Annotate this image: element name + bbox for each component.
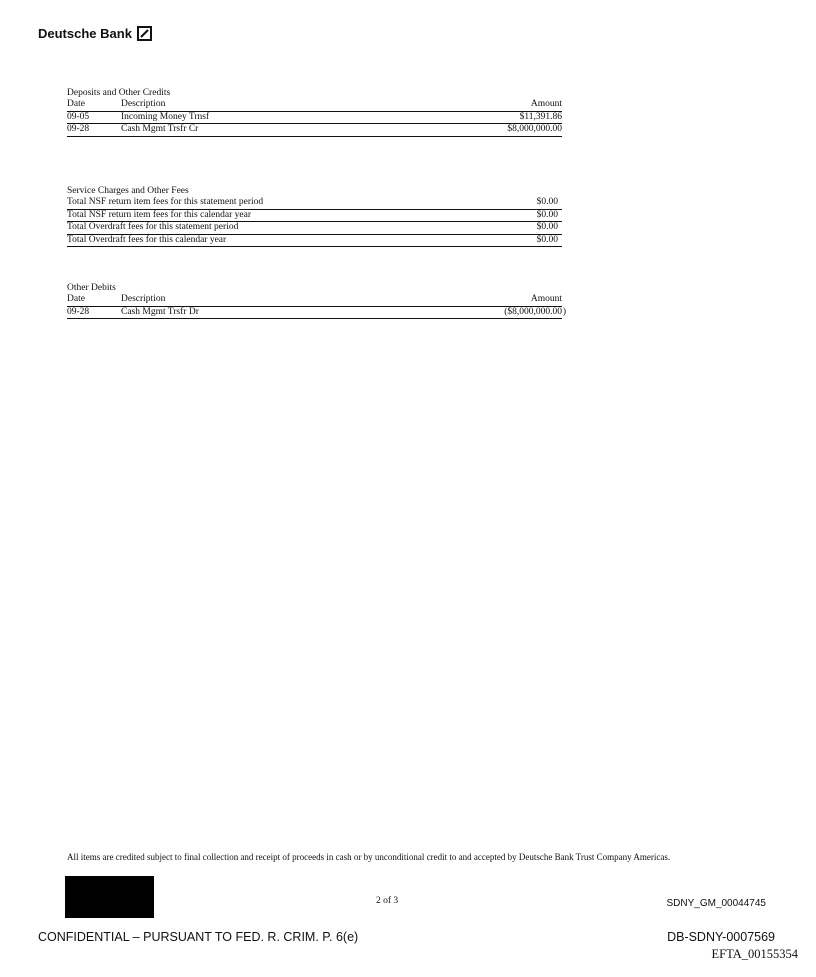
fee-row [67, 197, 562, 210]
logo-text: Deutsche Bank [38, 26, 132, 41]
fee-label: Total NSF return item fees for this calendar year [67, 209, 251, 220]
fee-label: Total NSF return item fees for this statement period [67, 197, 264, 207]
row-amount: $11,391.86 [519, 111, 562, 122]
redaction-block [65, 876, 154, 918]
amount-close-paren: ) [562, 306, 566, 317]
column-description: Description [121, 99, 166, 109]
fee-label: Total Overdraft fees for this statement period [67, 222, 239, 232]
row-date: 09-05 [67, 111, 90, 122]
column-amount: Amount [530, 294, 562, 304]
fee-amount: $0.00 [536, 209, 558, 220]
fee-label: Total Overdraft fees for this calendar year [67, 234, 227, 245]
row-description: Incoming Money Trnsf [121, 111, 210, 122]
section-title: Deposits and Other Credits [67, 88, 171, 98]
page-number: 2 of 3 [376, 896, 399, 906]
column-date: Date [67, 99, 85, 109]
deposits-section [67, 87, 562, 137]
fees-section [67, 185, 562, 247]
bates-number: SDNY_GM_00044745 [666, 898, 766, 909]
fee-amount: $0.00 [536, 197, 558, 207]
row-date: 09-28 [67, 124, 90, 134]
table-row [67, 112, 562, 125]
fee-row [67, 235, 562, 248]
db-bates-number: DB-SDNY-0007569 [667, 930, 775, 944]
fee-row [67, 210, 562, 223]
row-description: Cash Mgmt Trsfr Cr [121, 124, 199, 134]
fee-amount: $0.00 [536, 222, 558, 232]
row-amount: ($8,000,000.00 [504, 306, 562, 317]
row-description: Cash Mgmt Trsfr Dr [121, 306, 199, 317]
row-date: 09-28 [67, 306, 90, 317]
column-description: Description [121, 294, 166, 304]
fee-row [67, 222, 562, 235]
confidential-notice: CONFIDENTIAL – PURSUANT TO FED. R. CRIM. P. 6(e) [38, 930, 359, 944]
section-title: Service Charges and Other Fees [67, 186, 189, 196]
table-header [67, 294, 562, 307]
table-row [67, 306, 566, 320]
deutsche-bank-slash-icon [137, 26, 152, 41]
fee-amount: $0.00 [536, 234, 558, 245]
section-title: Other Debits [67, 283, 116, 293]
table-row [67, 124, 562, 137]
efta-number: EFTA_00155354 [711, 947, 798, 961]
debits-section [67, 282, 566, 319]
bank-logo [38, 26, 152, 41]
row-amount: $8,000,000.00 [507, 124, 562, 134]
disclaimer-text: All items are credited subject to final collection and receipt of proceeds in cash or by unconditional credit to and accepted by Deutsche Bank Trust Company Americas. [67, 852, 671, 862]
column-date: Date [67, 294, 85, 304]
column-amount: Amount [530, 99, 562, 109]
table-header [67, 99, 562, 112]
